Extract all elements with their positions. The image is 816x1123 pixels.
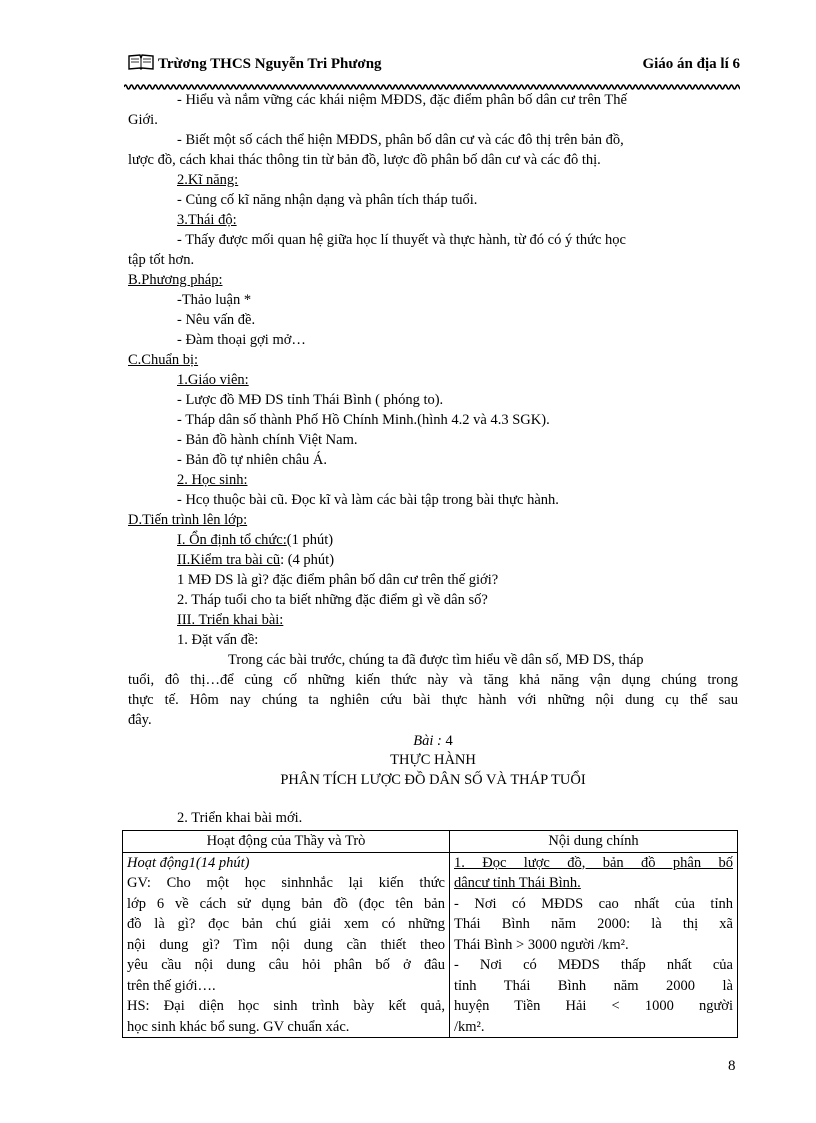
procedure-step-2 [177, 550, 334, 570]
student-heading: 2. Học sinh: [177, 472, 248, 488]
skills-heading: 2.Kĩ năng: [177, 172, 239, 188]
intro-line: tuổi, đô thị…để củng cố những kiến thức này và tăng khả năng vận dụng chúng trong [128, 672, 738, 688]
col-header-activity: Hoạt động của Thầy và Trò [123, 831, 450, 853]
review-question: 1 MĐ DS là gì? đặc điểm phân bố dân cư trên thế giới? [177, 572, 499, 588]
content-line: - Nơi có MĐDS thấp nhất của [454, 957, 733, 973]
activity-cell [123, 852, 450, 1038]
content-line: /km². [454, 1018, 485, 1035]
new-lesson-heading: 2. Triển khai bài mới. [177, 810, 303, 826]
review-question: 2. Tháp tuổi cho ta biết những đặc điểm gì về dân số? [177, 592, 488, 608]
intro-line: thực tế. Hôm nay chúng ta nghiên cứu bài thực hành với những nội dung cụ thể sau [128, 692, 738, 708]
activity-line: yêu cầu nội dung câu hỏi phân bố ở đâu [127, 957, 445, 973]
content-heading: dâncư tỉnh Thái Bình. [454, 875, 581, 891]
content-heading: 1. Đọc lược đồ, bản đồ phân bố [454, 854, 733, 871]
content-line: huyện Tiền Hải < 1000 người [454, 998, 733, 1014]
objective-line: lược đồ, cách khai thác thông tin từ bản đồ, lược đồ phân bố dân cư và các đô thị. [128, 152, 601, 168]
table-row [123, 852, 738, 1038]
activity-title: Hoạt động1(14 phút) [127, 854, 250, 871]
lesson-label: Bài : [413, 733, 442, 749]
lesson-title: PHÂN TÍCH LƯỢC ĐỒ DÂN SỐ VÀ THÁP TUỔI [280, 772, 586, 788]
teacher-item: - Bản đồ tự nhiên châu Á. [177, 452, 328, 468]
activity-line: trên thế giới…. [127, 977, 216, 994]
activity-line: HS: Đại diện học sinh trình bày kết quả, [127, 998, 445, 1014]
teacher-heading: 1.Giáo viên: [177, 372, 249, 388]
intro-line: Trong các bài trước, chúng ta đã được tìm hiểu về dân số, MĐ DS, tháp [228, 652, 644, 668]
lesson-number [128, 731, 738, 751]
intro-heading: 1. Đặt vấn đề: [177, 632, 259, 648]
methods-heading: B.Phương pháp: [128, 272, 223, 288]
content-cell [450, 852, 738, 1038]
method-item: - Nêu vấn đề. [177, 312, 256, 328]
table-header-row [123, 831, 738, 853]
teacher-item: - Tháp dân số thành Phố Hồ Chính Minh.(hình 4.2 và 4.3 SGK). [177, 412, 550, 428]
activity-line: GV: Cho một học sinhnhắc lại kiến thức [127, 875, 445, 891]
activity-line: học sinh khác bổ sung. GV chuẩn xác. [127, 1018, 350, 1035]
activity-line: đồ là gì? đọc bản chú giải xem có những [127, 916, 445, 932]
intro-line: đây. [128, 712, 152, 728]
objective-line: tập tốt hơn. [128, 252, 195, 268]
page-header [128, 52, 740, 80]
step-1-time: (1 phút) [286, 532, 334, 548]
content-line: tỉnh Thái Bình năm 2000 là [454, 977, 733, 994]
activity-table [122, 830, 738, 1038]
objective-line: - Hiểu và nắm vững các khái niệm MĐDS, đặc điểm phân bố dân cư trên Thế [177, 92, 627, 108]
content-line: Thái Bình > 3000 người /km². [454, 936, 629, 953]
procedure-step-3: III. Triển khai bài: [177, 612, 284, 628]
lesson-number-value: 4 [445, 733, 453, 749]
subject-title: Giáo án địa lí 6 [642, 56, 740, 72]
page-number: 8 [728, 1058, 736, 1074]
col-header-content: Nội dung chính [450, 831, 738, 853]
objective-line: - Thấy được mối quan hệ giữa học lí thuyết và thực hành, từ đó có ý thức học [177, 232, 626, 248]
objective-line: Giới. [128, 112, 158, 128]
method-item: - Đàm thoại gợi mở… [177, 332, 306, 348]
method-item: -Thảo luận * [177, 292, 252, 308]
book-icon [128, 54, 154, 70]
activity-line: nội dung gì? Tìm nội dung cần thiết theo [127, 936, 445, 953]
procedure-heading: D.Tiến trình lên lớp: [128, 512, 248, 528]
teacher-item: - Lược đồ MĐ DS tỉnh Thái Bình ( phóng to). [177, 392, 444, 408]
objective-line: - Củng cố kĩ năng nhận dạng và phân tích tháp tuổi. [177, 192, 478, 208]
objective-line: - Biết một số cách thể hiện MĐDS, phân bố dân cư và các đô thị trên bản đồ, [177, 132, 624, 148]
attitude-heading: 3.Thái độ: [177, 212, 237, 228]
procedure-step-1 [177, 530, 333, 550]
teacher-item: - Bản đồ hành chính Việt Nam. [177, 432, 358, 448]
lesson-type: THỰC HÀNH [390, 752, 476, 768]
school-name: Trừơng THCS Nguyễn Tri Phương [158, 56, 382, 72]
activity-line: lớp 6 về cách sử dụng bản đồ (đọc tên bản [127, 895, 445, 912]
step-2-time: : (4 phút) [280, 552, 335, 568]
preparation-heading: C.Chuẩn bị: [128, 352, 199, 368]
content-line: - Nơi có MĐDS cao nhất của tỉnh [454, 895, 733, 912]
step-2-label: II.Kiểm tra bài cũ [177, 552, 281, 568]
content-line: Thái Bình năm 2000: là thị xã [454, 916, 733, 932]
step-1-label: I. Ổn định tổ chức: [177, 532, 287, 548]
student-item: - Hcọ thuộc bài cũ. Đọc kĩ và làm các bài tập trong bài thực hành. [177, 492, 559, 508]
